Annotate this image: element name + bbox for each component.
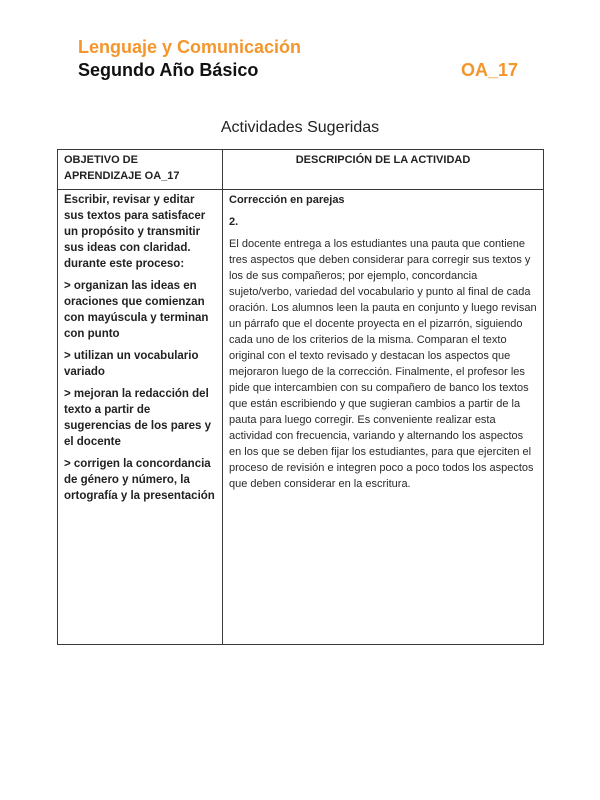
activity-description: El docente entrega a los estudiantes una pauta que contiene tres aspectos que deben considerar para corregir sus textos y los de sus compañeros; por ejemplo, concordancia sujeto/verbo, variedad del vocabulario y punto al final de cada oración. Los alumnos leen la pauta en conjunto y luego revisan un párrafo que el docente proyecta en el pizarrón, siguiendo cada uno de los criterios de la misma. Comparan el texto original con el texto revisado y destacan los aspectos que mejoraron luego de la corrección. Finalmente, el profesor les pide que intercambien con su compañero de banco los textos que están escribiendo y que sugieran cambios a partir de la pauta para luego corregir. Es conveniente realizar esta actividad con frecuencia, variando y alternando los aspectos en los que se deben fijar los estudiantes, para que ejerciten el proceso de revisión e integren poco a poco todos los aspectos que deben considerar en la escritura. — [229, 238, 537, 490]
subject-title: Lenguaje y Comunicación — [78, 37, 302, 57]
objective-item: > corrigen la concordancia de género y número, la ortografía y la presentación — [64, 458, 215, 502]
activities-table — [57, 149, 544, 645]
grade-level: Segundo Año Básico — [78, 60, 259, 80]
objective-intro: Escribir, revisar y editar sus textos para satisfacer un propósito y transmitir sus ideas con claridad. durante este proceso: — [64, 194, 206, 270]
activity-number: 2. — [229, 216, 239, 228]
description-column-header: DESCRIPCIÓN DE LA ACTIVIDAD — [223, 150, 544, 190]
objective-code: OA_17 — [460, 60, 518, 80]
description-cell — [223, 190, 544, 645]
objective-item: > utilizan un vocabulario variado — [64, 350, 199, 378]
section-title: Actividades Sugeridas — [220, 119, 380, 136]
table-row — [58, 190, 544, 645]
objective-cell — [58, 190, 223, 645]
objective-column-header: OBJETIVO DE APRENDIZAJE OA_17 — [58, 150, 223, 190]
objective-item: > mejoran la redacción del texto a partir de sugerencias de los pares y el docente — [64, 388, 212, 448]
table-header-row — [58, 150, 544, 190]
objective-item: > organizan las ideas en oraciones que comienzan con mayúscula y terminan con punto — [64, 280, 209, 340]
grade-row — [78, 58, 522, 82]
activity-title: Corrección en parejas — [229, 194, 345, 206]
document-header — [78, 36, 522, 82]
